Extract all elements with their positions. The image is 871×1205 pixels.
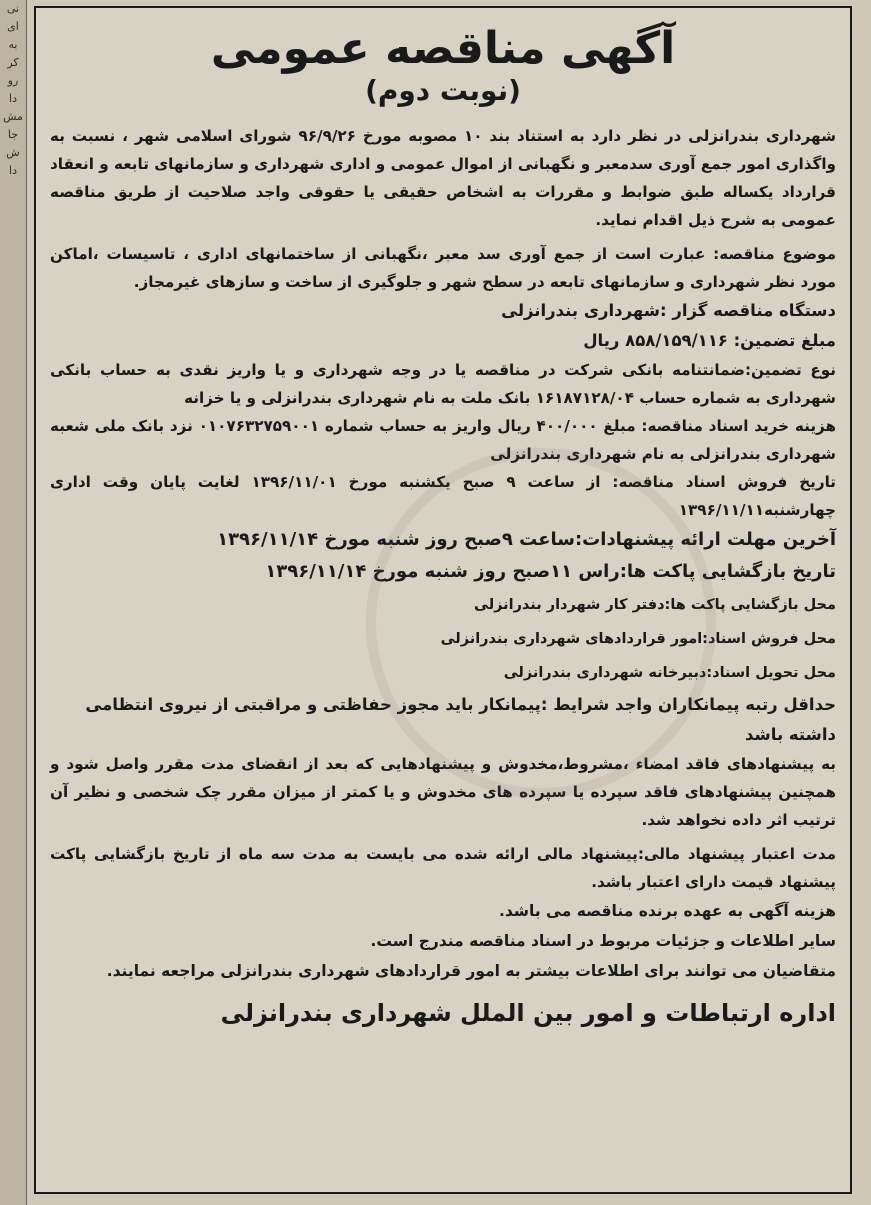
organizer-line: دستگاه مناقصه گزار :شهرداری بندرانزلی (501, 301, 836, 320)
fragment-text: دا (9, 164, 17, 177)
ad-cost-line: هزینه آگهی به عهده برنده مناقصه می باشد. (498, 902, 836, 920)
issuer-signature: اداره ارتباطات و امور بین الملل شهرداری بندرانزلی (220, 999, 836, 1027)
fragment-text: نی (6, 2, 20, 15)
guarantee-amount-line: مبلغ تضمین: ۸۵۸/۱۵۹/۱۱۶ ریال (583, 331, 836, 350)
qualification-line: حداقل رتبه پیمانکاران واجد شرایط :پیمانکار باید مجوز حفاظتی و مراقبتی از نیروی انتظامی داشته باشد (85, 695, 836, 744)
subject-paragraph: موضوع مناقصه: عبارت است از جمع آوری سد معبر ،نگهبانی از ساختمانهای اداری ، تاسیسات ،اماکن مورد نظر شهرداری و سازمانهای تابعه در سطح شهر و جلوگیری از ساخت و سازهای غیرمجاز. (50, 245, 836, 291)
fragment-text: جا (7, 128, 19, 141)
adjacent-column-fragment (0, 0, 27, 1205)
tender-notice (34, 6, 852, 1194)
fragment-text: مش (3, 110, 23, 123)
notice-subtitle: (نوبت دوم) (365, 74, 521, 107)
fragment-text: ش (6, 146, 20, 159)
rejection-paragraph: به پیشنهادهای فاقد امضاء ،مشروط،مخدوش و پیشنهادهایی که بعد از انقضای مدت مقرر واصل شود و همچنین پیشنهادهای فاقد سپرده یا سپرده های مخدوش و یا کمتر از میزان مقرر چک شخصی و نظیر آن ترتیب اثر داده نخواهد شد. (50, 755, 836, 829)
sale-place-line: محل فروش اسناد:امور قراردادهای شهرداری بندرانزلی (440, 631, 836, 647)
guarantee-type-paragraph: نوع تضمین:ضمانتنامه بانکی شرکت در مناقصه یا در وجه شهرداری و یا واریز نقدی به حساب بانکی شهرداری به شماره حساب ۱۶۱۸۷۱۲۸/۰۴ بانک ملت به نام شهرداری بندرانزلی و یا خزانه (50, 361, 836, 407)
sale-date-paragraph: تاریخ فروش اسناد مناقصه: از ساعت ۹ صبح یکشنبه مورخ ۱۳۹۶/۱۱/۰۱ لغایت پایان وقت اداری چهارشنبه۱۳۹۶/۱۱/۱۱ (50, 473, 837, 519)
opening-date-line: تاریخ بازگشایی پاکت ها:راس ۱۱صبح روز شنبه مورخ ۱۳۹۶/۱۱/۱۴ (265, 561, 836, 582)
doc-cost-paragraph: هزینه خرید اسناد مناقصه: مبلغ ۴۰۰/۰۰۰ ریال واریز به حساب شماره ۰۱۰۷۶۳۲۷۵۹۰۰۱ نزد بانک ملی شعبه شهرداری بندرانزلی به نام شهرداری بندرانزلی (50, 417, 836, 463)
contact-line: متقاضیان می توانند برای اطلاعات بیشتر به امور قراردادهای شهرداری بندرانزلی مراجعه نمایند. (106, 962, 836, 980)
intro-paragraph: شهرداری بندرانزلی در نظر دارد به استناد بند ۱۰ مصوبه مورخ ۹۶/۹/۲۶ شورای اسلامی شهر ، نسبت به واگذاری امور جمع آوری سدمعبر و نگهبانی از اموال عمومی و اداری شهرداری و سازمانهای تابعه و انعقاد قرارداد یکساله طبق ضوابط و مقررات به اشخاص حقیقی یا حقوقی واجد صلاحیت از طریق مناقصه عمومی به شرح ذیل اقدام نماید. (50, 127, 836, 229)
deadline-line: آخرین مهلت ارائه پیشنهادات:ساعت ۹صبح روز شنبه مورخ ۱۳۹۶/۱۱/۱۴ (217, 529, 836, 550)
validity-paragraph: مدت اعتبار پیشنهاد مالی:پیشنهاد مالی ارائه شده می بایست به مدت سه ماه از تاریخ بازگشایی پاکت پیشنهاد قیمت دارای اعتبار باشد. (50, 845, 836, 891)
notice-title: آگهی مناقصه عمومی (210, 23, 676, 74)
fragment-text: رو (7, 74, 19, 87)
fragment-text: ای (7, 20, 19, 33)
fragment-text: دا (9, 92, 17, 105)
delivery-place-line: محل تحویل اسناد:دبیرخانه شهرداری بندرانزلی (503, 665, 836, 681)
fragment-text: کر (7, 56, 19, 69)
fragment-text: به (8, 38, 18, 51)
opening-place-line: محل بازگشایی پاکت ها:دفتر کار شهردار بندرانزلی (474, 597, 836, 613)
other-info-line: سایر اطلاعات و جزئیات مربوط در اسناد مناقصه مندرج است. (370, 932, 836, 950)
